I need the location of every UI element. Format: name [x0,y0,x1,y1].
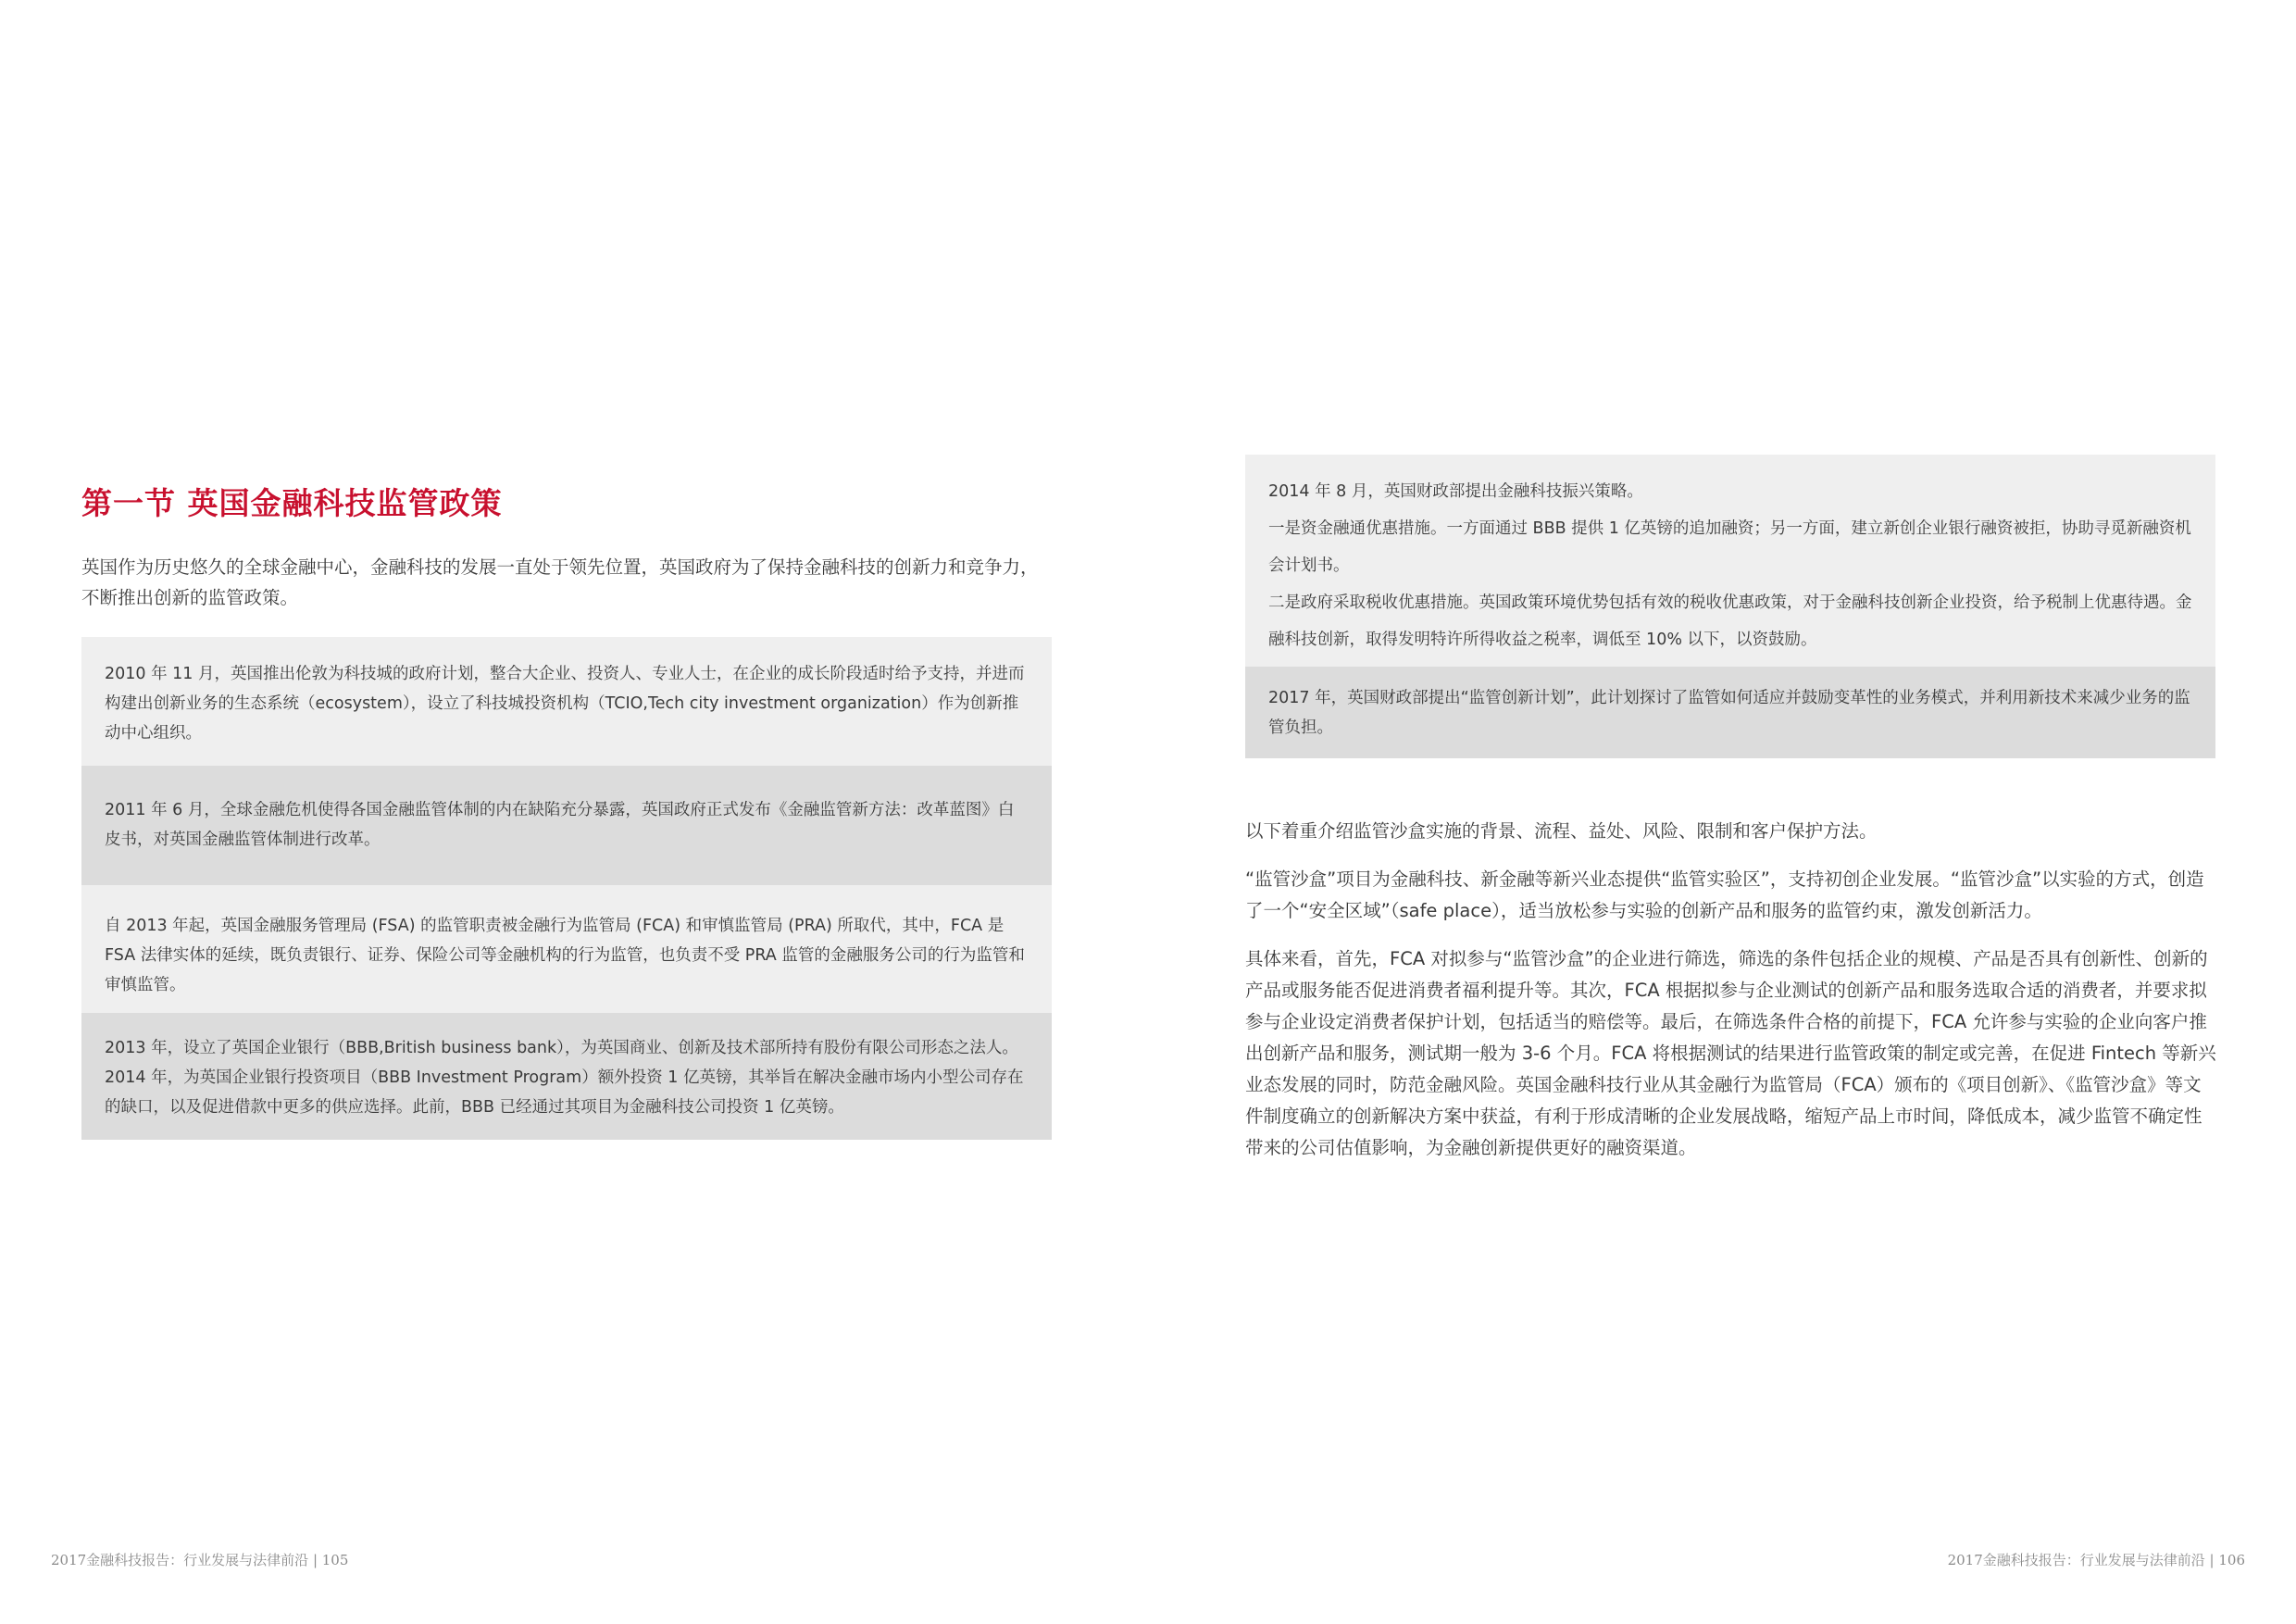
timeline-item-2010: 2010 年 11 月，英国推出伦敦为科技城的政府计划，整合大企业、投资人、专业人士，在企业的成长阶段适时给予支持，并进而构建出创新业务的生态系统（ecosystem），设立了科技城投资机构（TCIO,Tech city investment organization）作为创新推动中心组织。 [81,637,1052,766]
sandbox-process: 具体来看，首先，FCA 对拟参与“监管沙盒”的企业进行筛选，筛选的条件包括企业的规模、产品是否具有创新性、创新的产品或服务能否促进消费者福利提升等。其次，FCA 根据拟参与企业测试的创新产品和服务选取合适的消费者，并要求拟参与企业设定消费者保护计划，包括适当的赔偿等。最后，在筛选条件合格的前提下，FCA 允许参与实验的企业向客户推出创新产品和服务，测试期一般为 3-6 个月。FCA 将根据测试的结果进行监管政策的制定或完善，在促进 Fintech 等新兴业态发展的同时，防范金融风险。英国金融科技行业从其金融行为监管局（FCA）颁布的《项目创新》、《监管沙盒》等文件制度确立的创新解决方案中获益，有利于形成清晰的企业发展战略，缩短产品上市时间，降低成本，减少监管不确定性带来的公司估值影响，为金融创新提供更好的融资渠道。 [1245,948,2216,1158]
section-title: 第一节 英国金融科技监管政策 [81,485,503,521]
panel-2014-heading: 2014 年 8 月，英国财政部提出金融科技振兴策略。 [1268,482,1643,501]
footer-left: 2017金融科技报告：行业发展与法律前沿 | 105 [51,1552,349,1568]
timeline-item-2013-fca: 自 2013 年起，英国金融服务管理局 (FSA) 的监管职责被金融行为监管局 (FCA) 和审慎监管局 (PRA) 所取代，其中，FCA 是 FSA 法律实体的延续，既负责银行、证券、保险公司等金融机构的行为监管，也负责不受 PRA 监管的金融服务公司的行为监管和审慎监管。 [81,885,1052,1013]
panel-2014 [1245,455,2215,667]
sandbox-body [1245,816,2217,1181]
timeline-item-2011: 2011 年 6 月，全球金融危机使得各国金融监管体制的内在缺陷充分暴露，英国政府正式发布《金融监管新方法：改革蓝图》白皮书，对英国金融监管体制进行改革。 [81,766,1052,885]
policy-panel [1245,455,2215,758]
panel-2017: 2017 年，英国财政部提出“监管创新计划”，此计划探讨了监管如何适应并鼓励变革性的业务模式，并利用新技术来减少业务的监管负担。 [1245,667,2215,758]
sandbox-intro: 以下着重介绍监管沙盒实施的背景、流程、益处、风险、限制和客户保护方法。 [1245,820,1878,842]
intro-paragraph: 英国作为历史悠久的全球金融中心，金融科技的发展一直处于领先位置，英国政府为了保持金融科技的创新力和竞争力，不断推出创新的监管政策。 [81,556,1039,608]
panel-2014-measure-2: 二是政府采取税收优惠措施。英国政策环境优势包括有效的税收优惠政策，对于金融科技创新企业投资，给予税制上优惠待遇。金融科技创新，取得发明特许所得收益之税率，调低至 10% 以下，以资鼓励。 [1268,593,2192,649]
right-page [1148,0,2296,1624]
panel-2014-measure-1: 一是资金融通优惠措施。一方面通过 BBB 提供 1 亿英镑的追加融资；另一方面，建立新创企业银行融资被拒，协助寻觅新融资机会计划书。 [1268,519,2191,575]
footer-right: 2017金融科技报告：行业发展与法律前沿 | 106 [1947,1552,2245,1568]
timeline [81,637,1052,1140]
sandbox-definition: “监管沙盒”项目为金融科技、新金融等新兴业态提供“监管实验区”，支持初创企业发展。“监管沙盒”以实验的方式，创造了一个“安全区域”（safe place），适当放松参与实验的创新产品和服务的监管约束，激发创新活力。 [1245,868,2204,921]
timeline-item-2013-bbb: 2013 年，设立了英国企业银行（BBB,British business bank），为英国商业、创新及技术部所持有股份有限公司形态之法人。2014 年，为英国企业银行投资项目（BBB Investment Program）额外投资 1 亿英镑，其举旨在解决金融市场内小型公司存在的缺口，以及促进借款中更多的供应选择。此前，BBB 已经通过其项目为金融科技公司投资 1 亿英镑。 [81,1013,1052,1140]
